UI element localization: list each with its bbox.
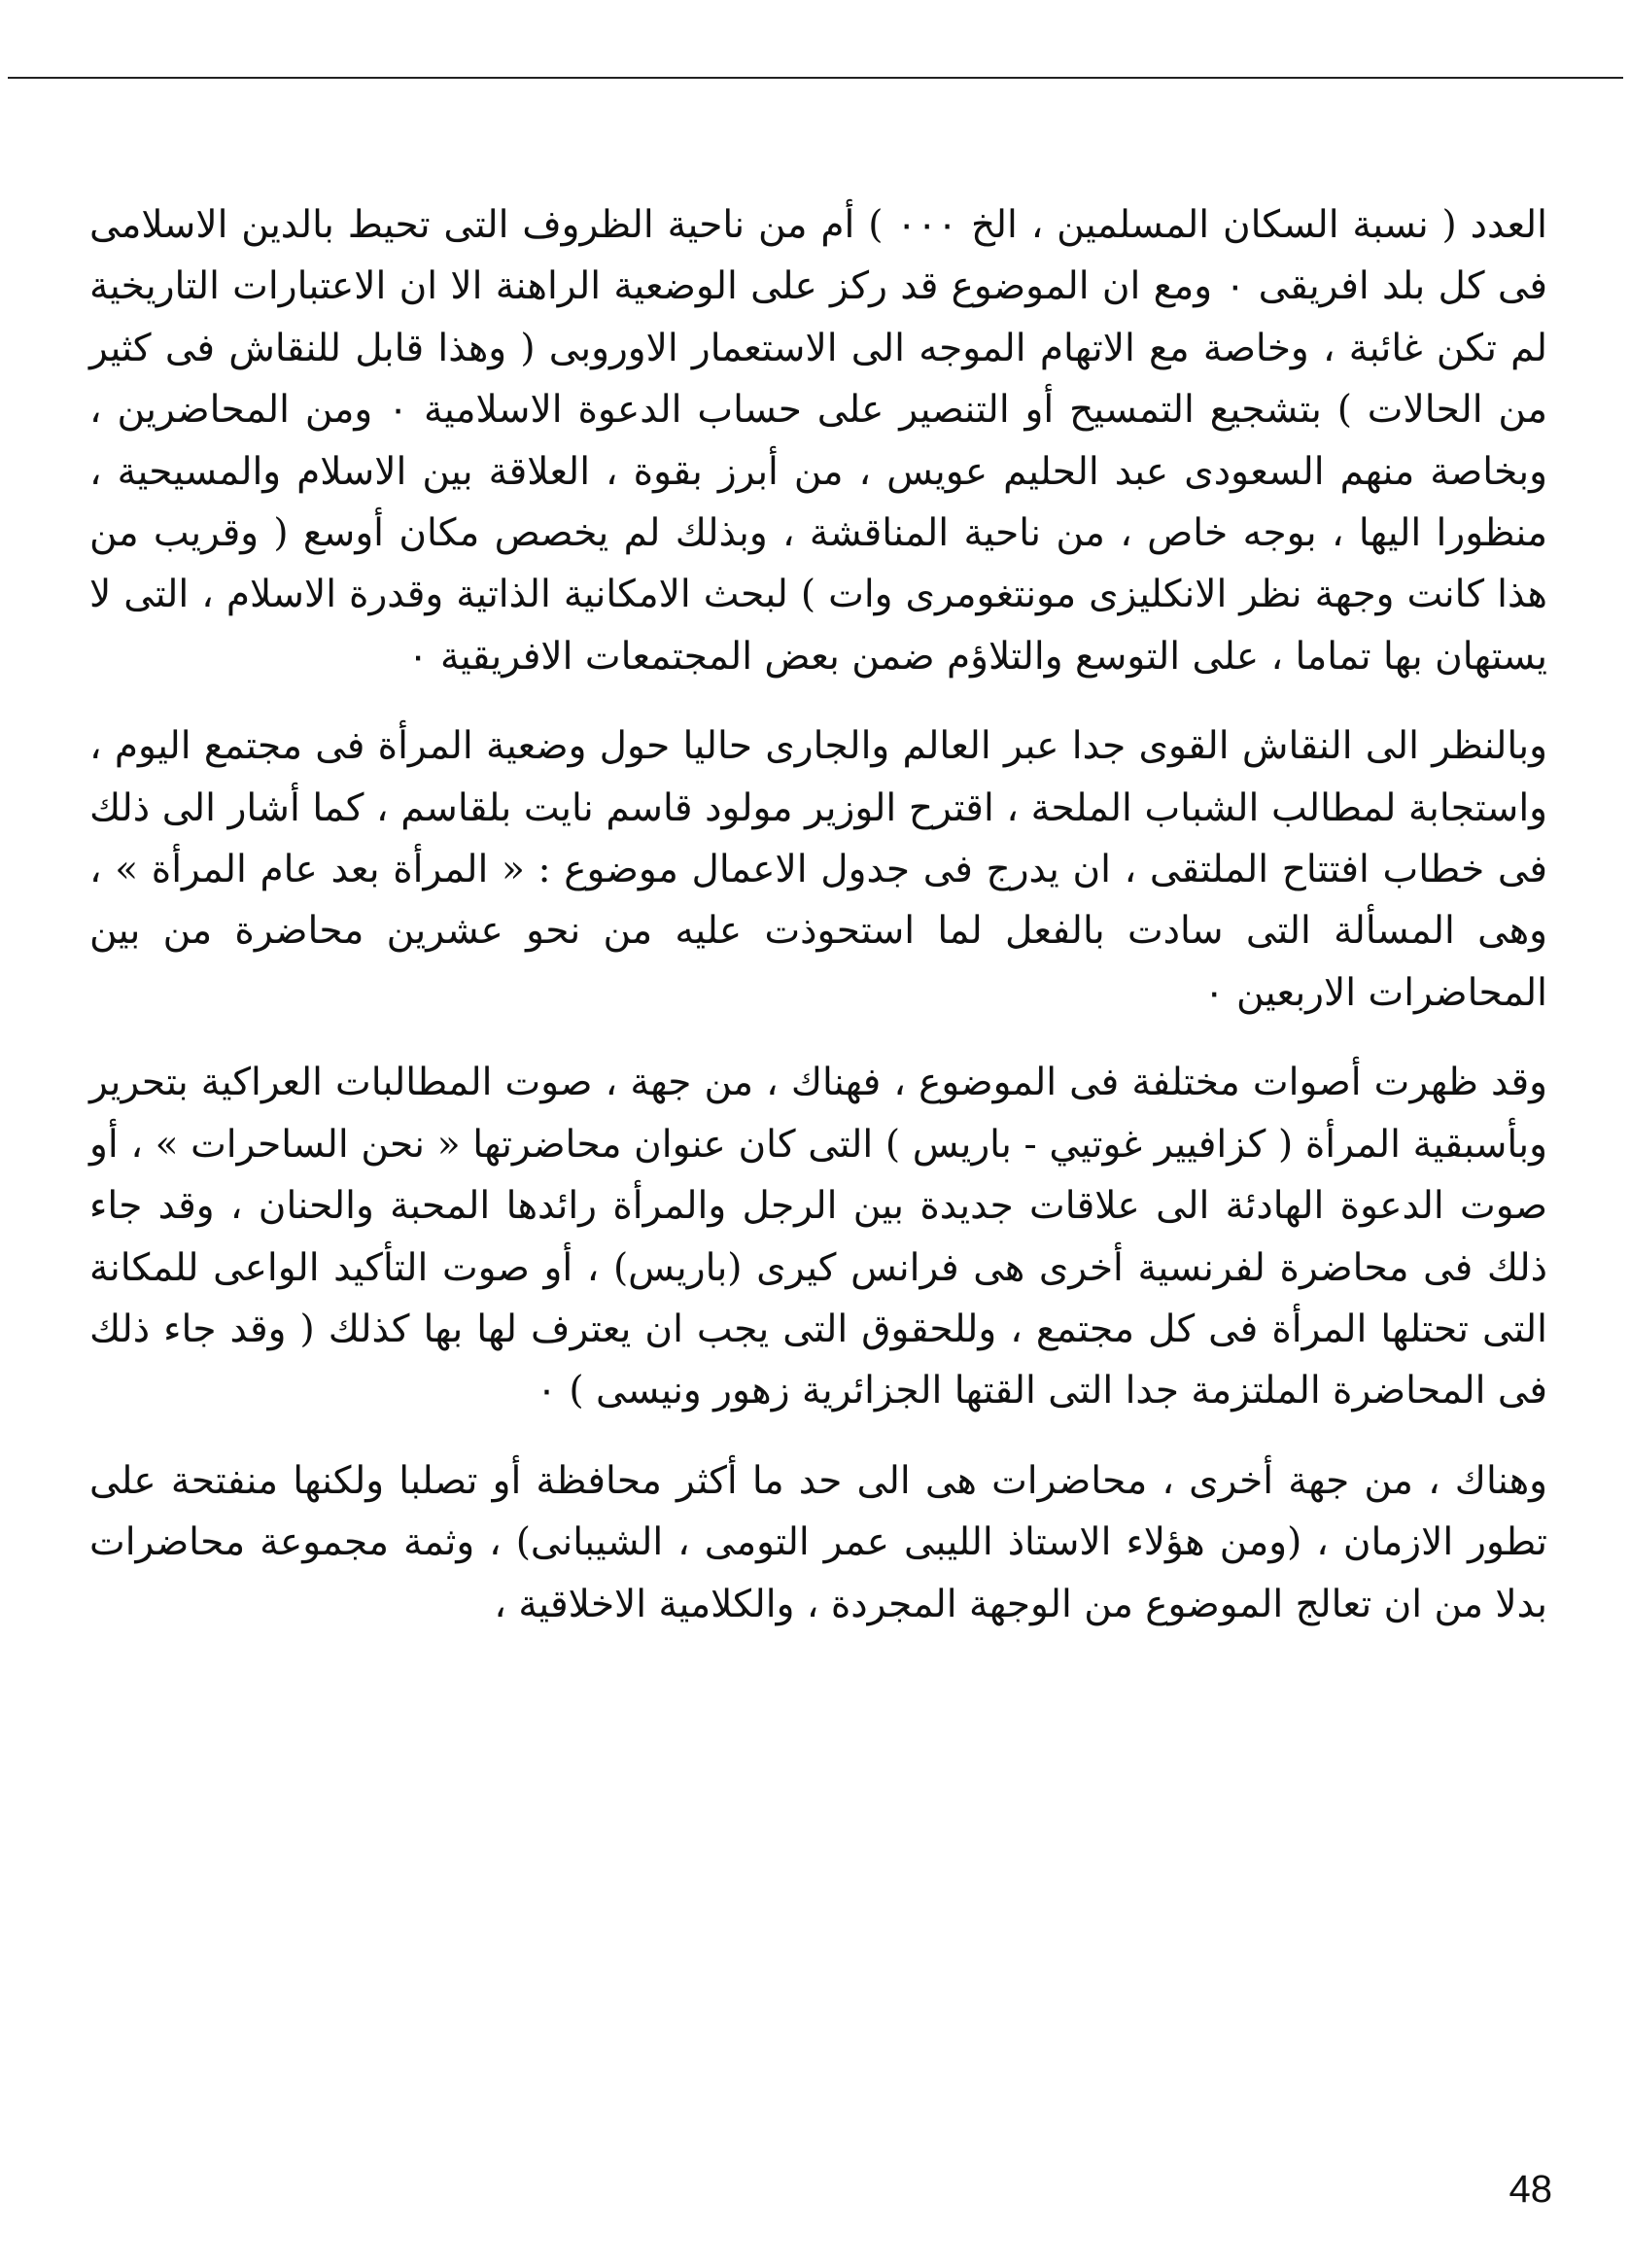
paragraph-2: وبالنظر الى النقاش القوى جدا عبر العالم والجارى حاليا حول وضعية المرأة فى مجتمع اليوم ، واستجابة لمطالب الشباب الملحة ، اقترح الوزير مولود قاسم نايت بلقاسم ، كما أشار الى ذلك فى خطاب افتتاح الملتقى ، ان يدرج فى جدول الاعمال موضوع : « المرأة بعد عام المرأة » ، وهى المسألة التى سادت بالفعل لما استحوذت عليه من نحو عشرين محاضرة من بين المحاضرات الاربعين ٠ xyxy=(89,724,1547,1015)
page-body xyxy=(89,194,1547,1635)
paragraph-4: وهناك ، من جهة أخرى ، محاضرات هى الى حد ما أكثر محافظة أو تصلبا ولكنها منفتحة على تطور الازمان ، (ومن هؤلاء الاستاذ الليبى عمر التومى ، الشيبانى) ، وثمة مجموعة محاضرات بدلا من ان تعالج الموضوع من الوجهة المجردة ، والكلامية الاخلاقية ، xyxy=(89,1458,1547,1626)
page-number: 48 xyxy=(1509,2168,1552,2211)
paragraph-3: وقد ظهرت أصوات مختلفة فى الموضوع ، فهناك ، من جهة ، صوت المطالبات العراكية بتحرير وبأسبقية المرأة ( كزافيير غوتيي - باريس ) التى كان عنوان محاضرتها « نحن الساحرات » ، أو صوت الدعوة الهادئة الى علاقات جديدة بين الرجل والمرأة رائدها المحبة والحنان ، وقد جاء ذلك فى محاضرة لفرنسية أخرى هى فرانس كيرى (باريس) ، أو صوت التأكيد الواعى للمكانة التى تحتلها المرأة فى كل مجتمع ، وللحقوق التى يجب ان يعترف لها بها كذلك ( وقد جاء ذلك فى المحاضرة الملتزمة جدا التى القتها الجزائرية زهور ونيسى ) ٠ xyxy=(89,1061,1547,1413)
paragraph-1: العدد ( نسبة السكان المسلمين ، الخ ٠٠٠ ) أم من ناحية الظروف التى تحيط بالدين الاسلامى فى كل بلد افريقى ٠ ومع ان الموضوع قد ركز على الوضعية الراهنة الا ان الاعتبارات التاريخية لم تكن غائبة ، وخاصة مع الاتهام الموجه الى الاستعمار الاوروبى ( وهذا قابل للنقاش فى كثير من الحالات ) بتشجيع التمسيح أو التنصير على حساب الدعوة الاسلامية ٠ ومن المحاضرين ، وبخاصة منهم السعودى عبد الحليم عويس ، من أبرز بقوة ، العلاقة بين الاسلام والمسيحية ، منظورا اليها ، بوجه خاص ، من ناحية المناقشة ، وبذلك لم يخصص مكان أوسع ( وقريب من هذا كانت وجهة نظر الانكليزى مونتغومرى وات ) لبحث الامكانية الذاتية وقدرة الاسلام ، التى لا يستهان بها تماما ، على التوسع والتلاؤم ضمن بعض المجتمعات الافريقية ٠ xyxy=(89,203,1547,679)
header-rule xyxy=(8,77,1623,79)
